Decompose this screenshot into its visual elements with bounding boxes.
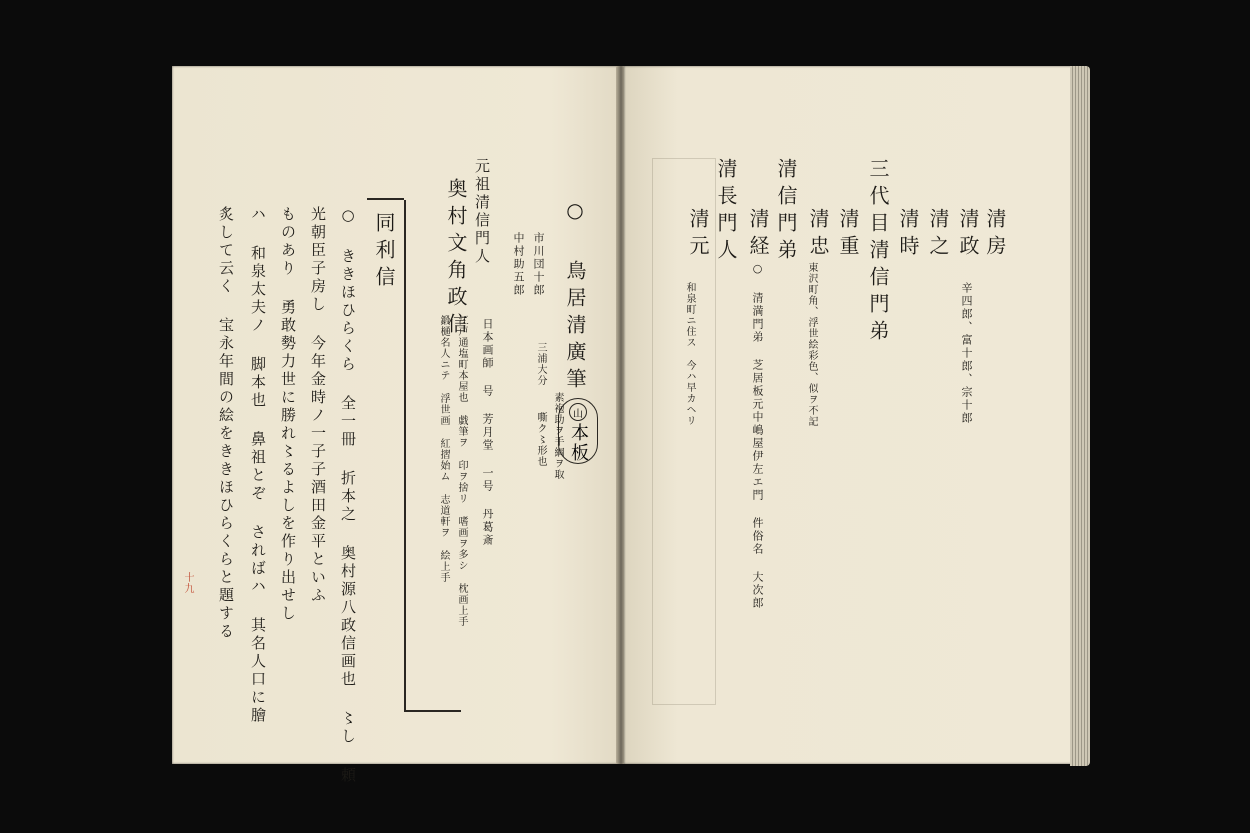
actor-name-2: 中村助五郎	[512, 232, 525, 297]
note-kiyotsune: ○ 清満門弟 芝居板元中嶋屋伊左エ門 件俗名 大次郎	[751, 262, 764, 610]
note-publisher-1: 江戸通塩町本屋也 戯筆ヲ 印ヲ捨リ 嗜画ヲ多シ 枕画上手	[456, 315, 467, 627]
note-painter-name: 日本画師 号 芳月堂 一号 丹葛斎	[481, 318, 494, 547]
text-line-5: 炙して云く 宝永年間の絵をききほひらくらと題する	[217, 206, 235, 641]
entry-kiyomoto: 清元	[686, 208, 710, 262]
heading-kiyonobu-pupils: 清信門弟	[774, 158, 798, 266]
heading-kiyonaga-pupils: 清長門人	[714, 158, 738, 266]
note-miura: 三浦大分	[535, 342, 546, 386]
title-kiyohiro: ○ 鳥居清廣筆	[563, 198, 587, 395]
entry-kiyoshige: 清重	[836, 208, 860, 262]
box-rule-bottom	[404, 710, 461, 712]
entry-kiyofusa: 清房	[983, 208, 1007, 262]
note-publisher-2: 鍛樋名人ニテ 浮世画 紅摺始ム 志道軒ヲ 絵上手	[438, 315, 449, 583]
box-rule-left	[404, 200, 406, 712]
note-actors: 辛四郎、富十郎、宗十郎	[960, 282, 973, 425]
heading-okumura-masanobu: 奥村文角政信	[444, 178, 468, 340]
actor-name-1: 市川団十郎	[532, 232, 545, 297]
note-kiyotada: 東沢町角、浮世絵彩色、似ヲ不記	[806, 262, 817, 427]
page-edges	[1070, 66, 1090, 766]
page-number: 十九	[182, 572, 193, 594]
entry-kiyotoki: 清時	[896, 208, 920, 262]
box-rule-top	[367, 198, 404, 200]
heading-third-generation: 三代目清信門弟	[866, 158, 890, 347]
entry-kiyotada: 清忠	[806, 208, 830, 262]
text-line-1: ○ ききほひらくら 全一冊 折本之 奥村源八政信画也 〻し 頼	[339, 206, 357, 785]
note-neigh: 嘶ク〻形也	[535, 412, 546, 467]
text-line-4: ハ 和泉太夫ノ 脚本也 鼻祖とぞ さればハ 其名人口に膾	[249, 206, 267, 725]
heading-kiyonobu-pupil: 元祖清信門人	[473, 158, 491, 266]
entry-kiyotsune: 清経	[746, 208, 770, 262]
entry-kiyoyuki: 清之	[926, 208, 950, 262]
note-reins: 素袍助ヲ手綱ヲ取	[552, 392, 563, 480]
text-line-3: ものあり 勇敢勢力世に勝れ〻るよしを作り出せし	[279, 206, 297, 623]
stamp-text: 本板	[568, 423, 589, 463]
text-line-2: 光朝臣子房し 今年金時ノ一子子酒田金平といふ	[309, 206, 327, 605]
entry-toshinobu: 同利信	[372, 212, 396, 293]
publisher-stamp	[558, 398, 598, 464]
note-kiyomoto: 和泉町ニ住ス 今ハ早カヘリ	[684, 282, 695, 426]
entry-kiyomasa: 清政	[956, 208, 980, 262]
mountain-mark-icon: 山	[569, 403, 587, 421]
